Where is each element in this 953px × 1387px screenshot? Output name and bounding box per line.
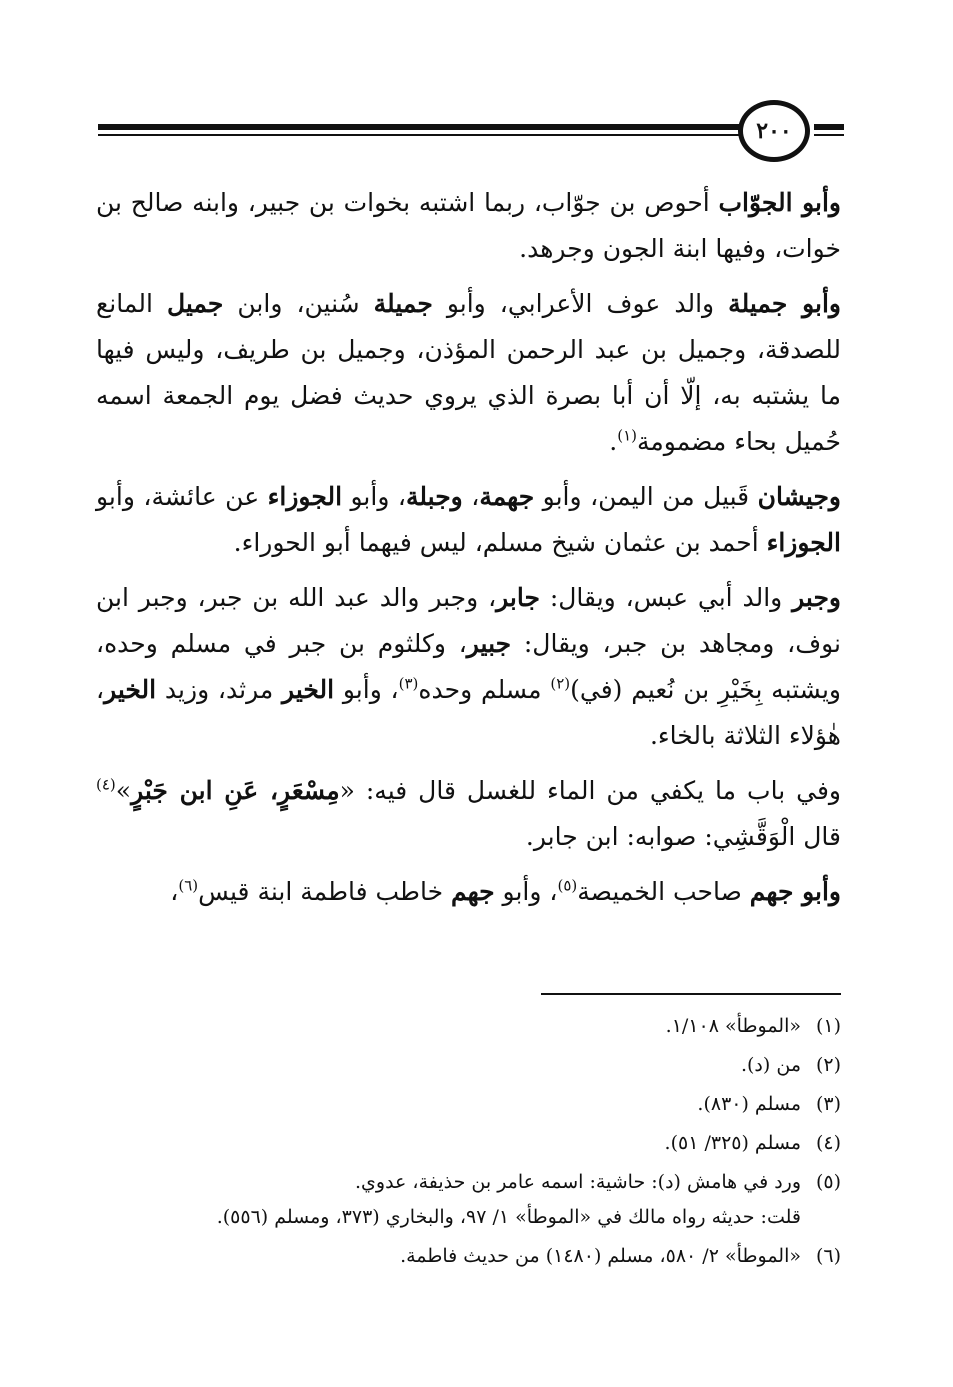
main-text: [96, 180, 841, 924]
text-run: قَبيل من اليمن، وأبو: [534, 482, 758, 511]
bold-term: وجبر: [792, 583, 841, 612]
text-run: ،: [462, 482, 480, 511]
footnote-ref: (٥): [557, 876, 578, 895]
header-rule-thick: [814, 124, 844, 130]
text-run: ، وجبر والد عبد الله بن جبر، وجبر ابن نوف، ومجاهد بن جبر، ويقال:: [96, 583, 841, 658]
text-run: عن عائشة، وأبو: [96, 482, 268, 511]
bold-term: وجيشان: [757, 482, 841, 511]
footnote-text: «الموطأ» ١/١٠٨.: [665, 1015, 801, 1037]
text-run: ، وأبو: [494, 877, 558, 906]
header-rule-thin: [98, 134, 743, 136]
text-run: »: [115, 776, 132, 805]
text-run: وفي باب ما يكفي من الماء للغسل قال فيه: «: [339, 776, 841, 805]
footnote-ref: (٤): [96, 775, 116, 794]
footnote-ref: (٦): [178, 876, 199, 895]
footnotes: [96, 1010, 841, 1279]
footnote-text: «الموطأ» ٢/ ٥٨٠، مسلم (١٤٨٠) من حديث فاطمة.: [400, 1245, 801, 1267]
bold-term: الخير: [282, 675, 335, 704]
text-run: ، وكلثوم بن جبر في مسلم وحده، ويشتبه بِخَيْرِ بن نُعيم (في): [96, 629, 842, 704]
text-run: سُنين، وابن: [223, 289, 374, 318]
paragraph: [96, 768, 841, 860]
footnote-continuation: قلت: حديثه رواه مالك في «الموطأ» ١/ ٩٧، والبخاري (٣٧٣، ومسلم (٥٥٦).: [216, 1206, 801, 1228]
paragraph: [96, 869, 841, 915]
footnote-ref: (٢): [550, 674, 571, 693]
bold-term: وأبو جميلة: [728, 289, 842, 318]
paragraph: [96, 474, 841, 566]
footnote: [96, 1166, 841, 1199]
bold-term: وأبو جهم: [749, 877, 841, 906]
bold-term: جميلة: [373, 289, 433, 318]
text-run: ،: [170, 877, 179, 906]
text-run: ، وأبو: [342, 482, 406, 511]
text-run: خاطب فاطمة ابنة قيس: [198, 877, 451, 906]
footnote-text: ورد في هامش (د): حاشية: اسمه عامر بن حذيفة، عدوي.: [355, 1171, 801, 1193]
text-run: المانع للصدقة، وجميل بن عبد الرحمن المؤذن، وجميل بن طريف، وليس فيها ما يشتبه به، إلّا أن أبا بصرة الذي يروي حديث فضل يوم الجمعة اسمه حُميل بحاء مضمومة: [96, 289, 841, 456]
bold-term: وجبلة: [405, 482, 463, 511]
footnote: [96, 1240, 841, 1273]
footnote-number: (٢): [815, 1054, 841, 1076]
footnote-number: (٦): [815, 1245, 841, 1267]
bold-term: جميل: [166, 289, 224, 318]
footnote: [96, 1088, 841, 1121]
text-run: ، وأبو: [334, 675, 399, 704]
footnote-number: (١): [815, 1015, 841, 1037]
text-run: مرثد، وزيد: [156, 675, 283, 704]
footnote-ref: (١): [617, 426, 638, 445]
text-run: أحوص بن جوّاب، ربما اشتبه بخوات بن جبير، وابنه صالح بن خوات، وفيها ابنة الجون وجرهد.: [96, 188, 841, 263]
paragraph: [96, 180, 841, 272]
footnote: [96, 1127, 841, 1160]
text-run: قال الْوَقَّشِي: صوابه: ابن جابر.: [525, 822, 841, 851]
footnote: [96, 1049, 841, 1082]
footnote-text: من (د).: [740, 1054, 801, 1076]
footnote-separator: [541, 993, 841, 995]
header-rule-right: [814, 124, 844, 138]
text-run: أحمد بن عثمان شيخ مسلم، ليس فيهما أبو الحوراء.: [233, 528, 767, 557]
page-number-badge: [738, 100, 810, 162]
footnote-number: (٤): [815, 1132, 841, 1154]
footnote-text: مسلم (٨٣٠).: [697, 1093, 801, 1115]
paragraph: [96, 281, 841, 465]
bold-term: الخير: [104, 675, 157, 704]
text-run: والد عوف الأعرابي، وأبو: [432, 289, 729, 318]
header-rule-left: [98, 124, 743, 138]
footnote-text: مسلم (٣٢٥/ ٥١).: [664, 1132, 801, 1154]
text-run: صاحب الخميصة: [577, 877, 750, 906]
footnote-ref: (٣): [398, 674, 419, 693]
bold-term: جهمة: [479, 482, 535, 511]
text-run: .: [609, 427, 618, 456]
header-rule-thin: [814, 134, 844, 136]
bold-term: وأبو الجوّاب: [718, 188, 841, 217]
footnote-number: (٥): [815, 1171, 841, 1193]
footnote: [96, 1010, 841, 1043]
header-rule-thick: [98, 124, 743, 130]
bold-term: الجوزاء: [766, 528, 841, 557]
bold-term: مِسْعَرٍ، عَنِ ابن جَبْرٍ: [131, 776, 340, 805]
bold-term: جابر: [496, 583, 540, 612]
text-run: ، هٰؤلاء الثلاثة بالخاء.: [96, 675, 841, 750]
bold-term: جبير: [466, 629, 512, 658]
text-run: مسلم وحده: [418, 675, 551, 704]
footnote-number: (٣): [815, 1093, 841, 1115]
text-run: والد أبي عبس، ويقال:: [539, 583, 793, 612]
page-number: ٢٠٠: [756, 118, 792, 144]
paragraph: [96, 575, 841, 759]
bold-term: الجوزاء: [267, 482, 343, 511]
bold-term: جهم: [450, 877, 495, 906]
